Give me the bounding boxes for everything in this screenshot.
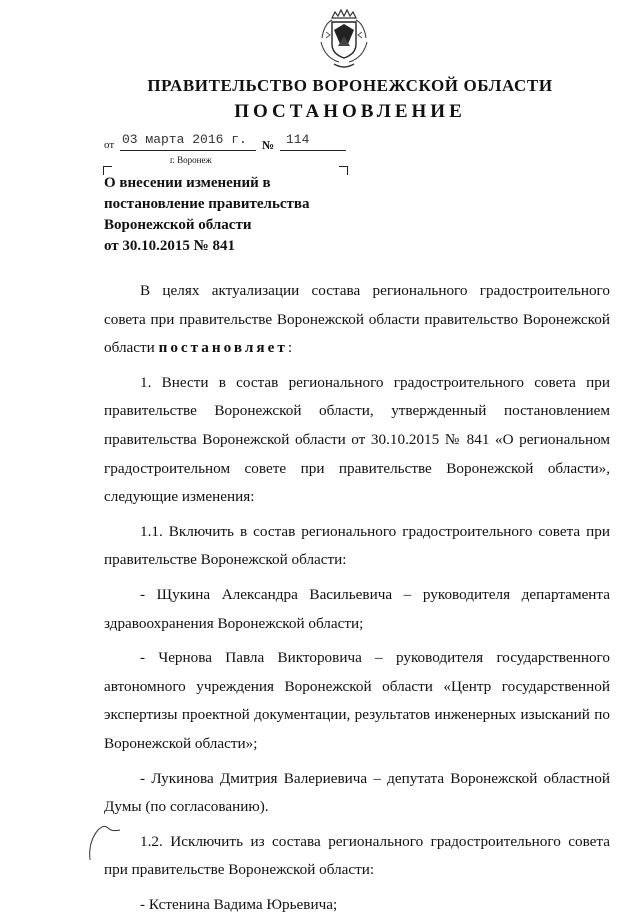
city-label: г. Воронеж xyxy=(170,155,212,165)
number-prefix: № xyxy=(262,138,275,152)
document-type: ПОСТАНОВЛЕНИЕ xyxy=(234,101,466,122)
organization-title: ПРАВИТЕЛЬСТВО ВОРОНЕЖСКОЙ ОБЛАСТИ xyxy=(147,76,553,95)
list-item-include: - Чернова Павла Викторовича – руководителя государственного автономного учреждения Воронежской области «Центр государственной экспертизы проектной документации, результатов инженерных изысканий по Воронежской области»; xyxy=(104,649,610,752)
date-value: 03 марта 2016 г. xyxy=(122,132,247,147)
list-item-include: - Щукина Александра Васильевича – руководителя департамента здравоохранения Воронежской области; xyxy=(104,585,610,632)
number-value: 114 xyxy=(286,132,310,147)
number-underline xyxy=(280,150,346,151)
date-prefix: от xyxy=(104,139,115,151)
document-body xyxy=(104,277,610,919)
subject-line: от 30.10.2015 № 841 xyxy=(104,238,235,254)
date-underline xyxy=(120,150,256,151)
subject-line: О внесении изменений в xyxy=(104,175,271,191)
clause-1: 1. Внести в состав регионального градостроительного совета при правительстве Воронежской области, утвержденный постановлением правительства Воронежской области от 30.10.2015 № 841 «О региональном градостроительном совете при правительстве Воронежской области», следующие изменения: xyxy=(104,373,610,506)
document-subject xyxy=(104,173,310,257)
title-bracket-right xyxy=(339,166,348,175)
subject-line: Воронежской области xyxy=(104,217,252,233)
decree-colon: : xyxy=(287,339,293,357)
subject-line: постановление правительства xyxy=(104,196,310,212)
clause-1-1: 1.1. Включить в состав регионального градостроительного совета при правительстве Воронежской области: xyxy=(104,522,610,569)
preamble-text: В целях актуализации состава регионального градостроительного совета при правительстве Воронежской области правительство Воронежской области xyxy=(104,282,610,357)
clause-1-2: 1.2. Исключить из состава регионального градостроительного совета при правительстве Воронежской области: xyxy=(104,832,610,879)
coat-of-arms-icon xyxy=(318,8,370,72)
preamble-paragraph xyxy=(104,277,610,363)
list-item-exclude: - Кстенина Вадима Юрьевича; xyxy=(140,895,338,913)
decree-word: постановляет xyxy=(158,339,288,357)
list-item-include: - Лукинова Дмитрия Валериевича – депутата Воронежской областной Думы (по согласованию). xyxy=(104,769,610,816)
handwritten-mark xyxy=(86,808,126,868)
